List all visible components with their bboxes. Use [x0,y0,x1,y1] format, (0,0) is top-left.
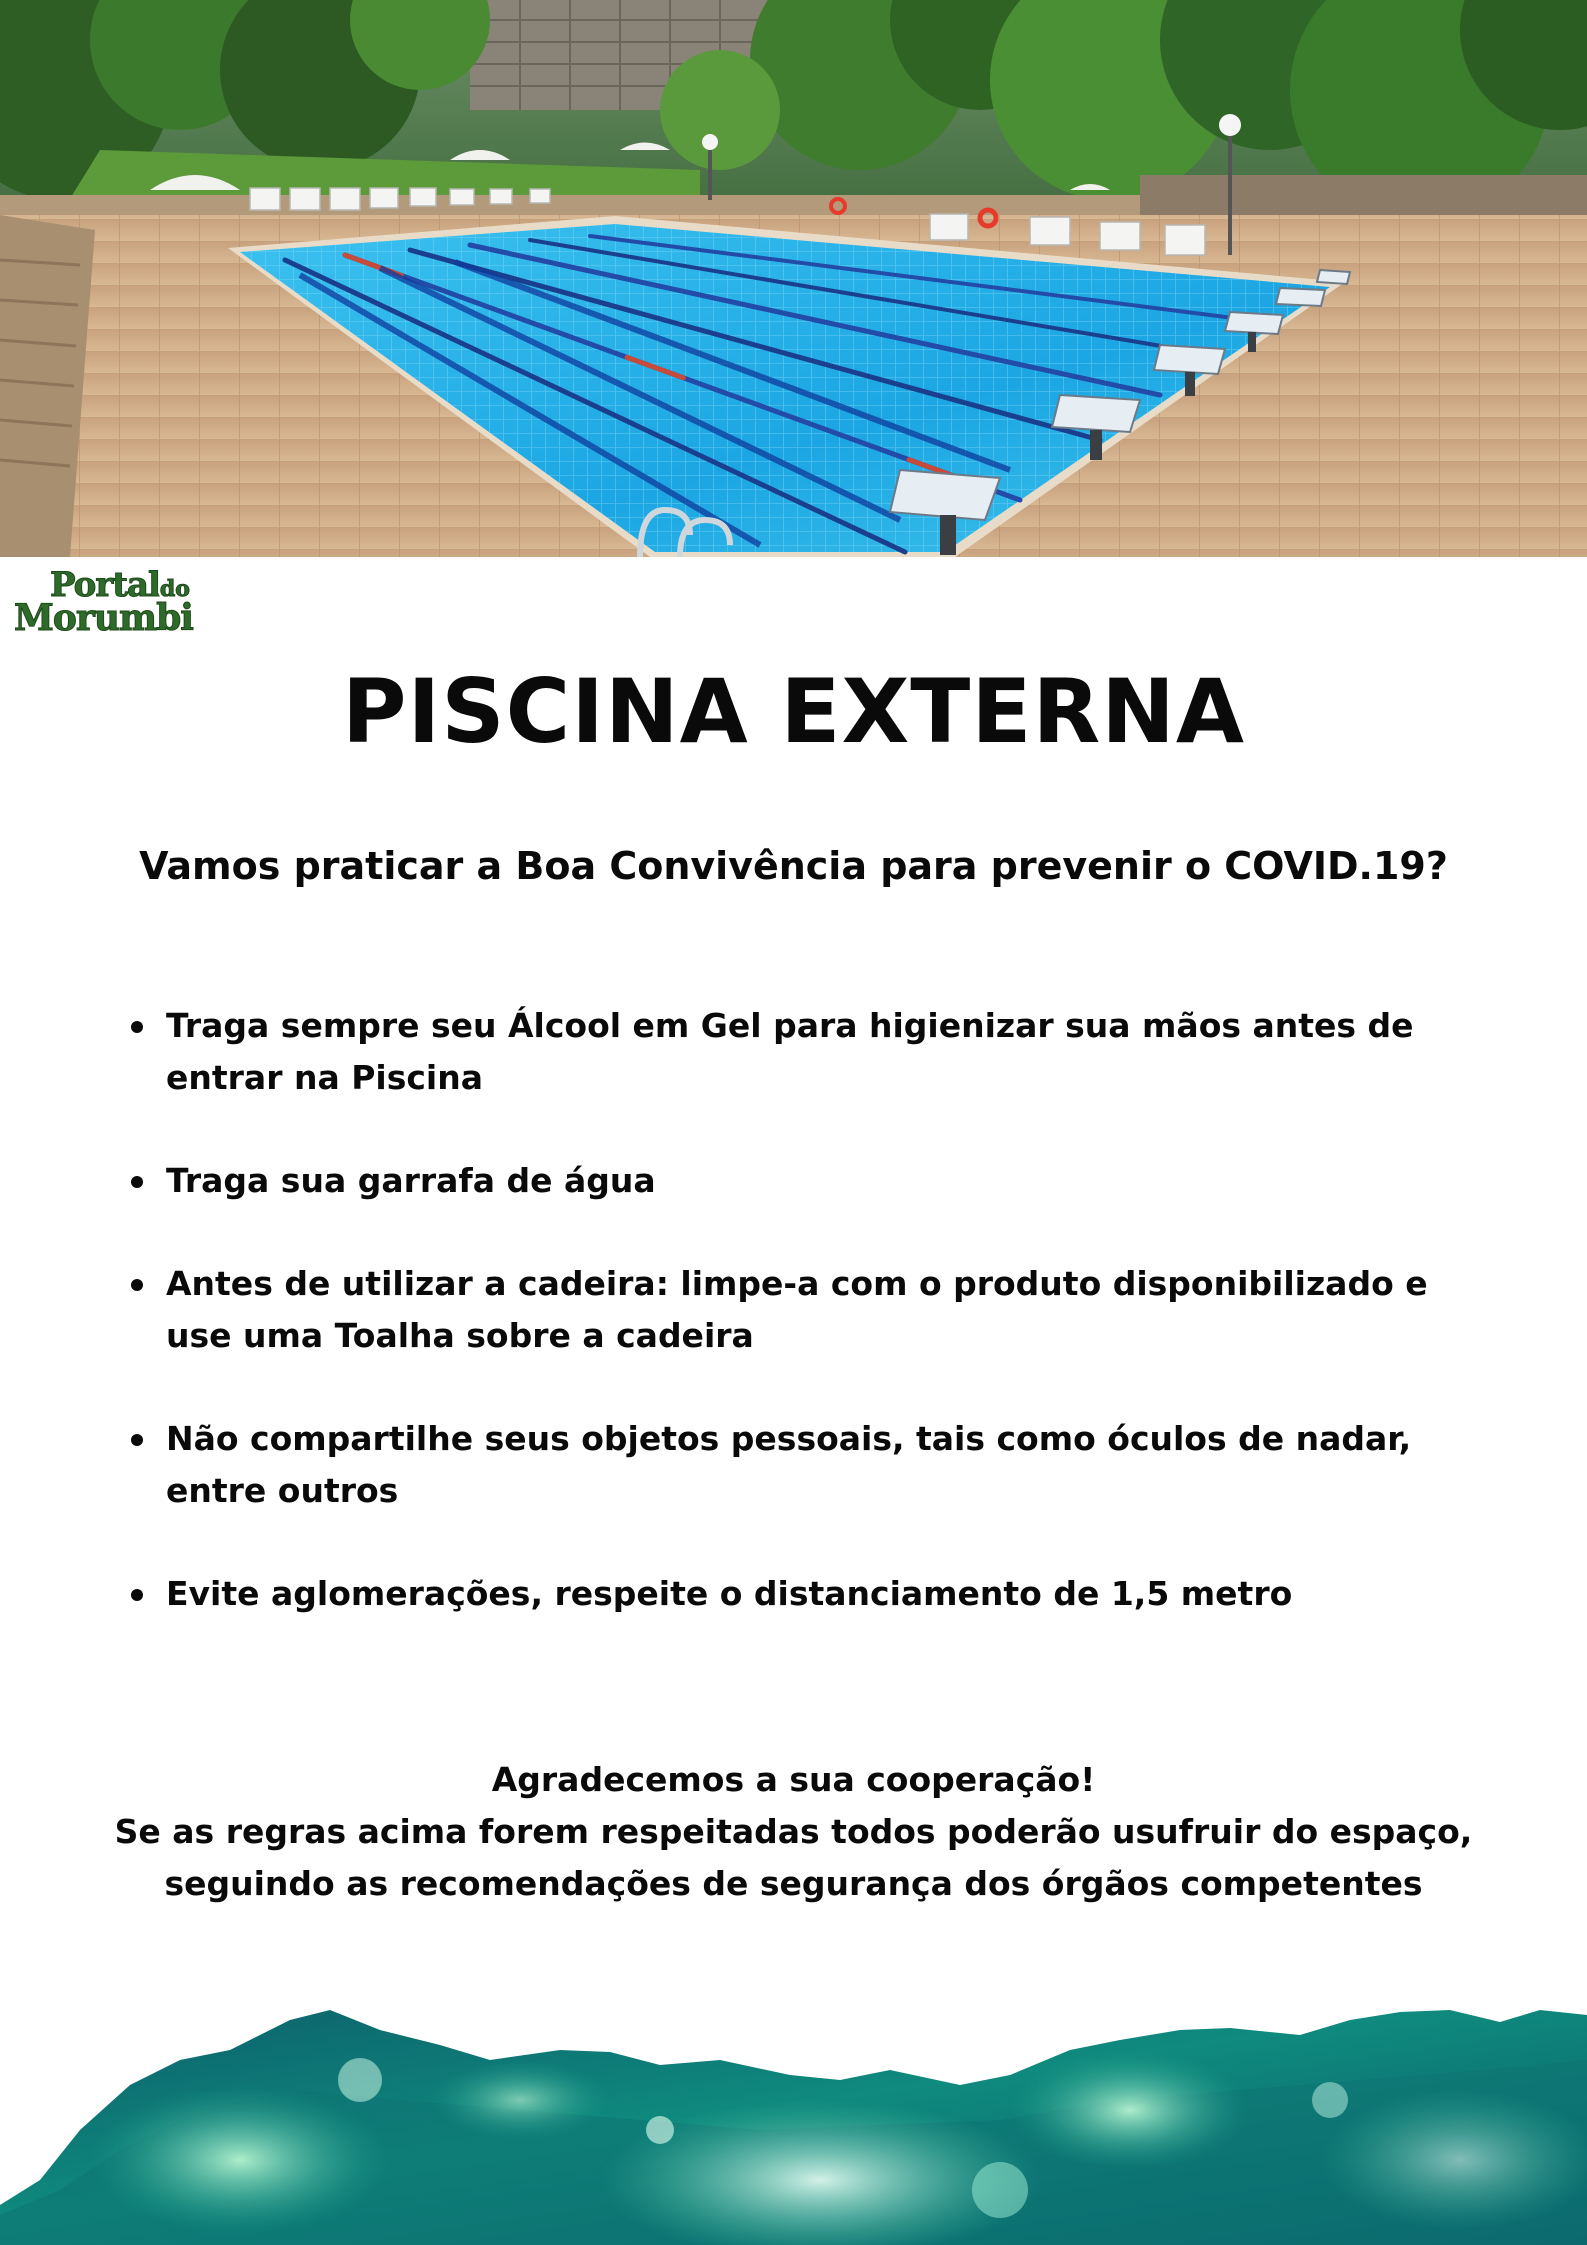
bullet-icon [131,1434,143,1446]
rule-text-line1: Antes de utilizar a cadeira: limpe-a com o produto disponibilizado e [166,1264,1428,1303]
bullet-icon [131,1589,143,1601]
rule-item-chair-cleaning [126,1258,1466,1362]
rule-text-line2: use uma Toalha sobre a cadeira [166,1316,754,1355]
logo-line-2: Morumbi [14,597,193,639]
rule-text-line2: entrar na Piscina [166,1058,483,1097]
rule-text-line1: Traga sua garrafa de água [166,1161,656,1200]
portal-do-morumbi-logo [12,566,227,640]
closing-line-3: seguindo as recomendações de segurança dos órgãos competentes [164,1864,1423,1903]
closing-line-2: Se as regras acima forem respeitadas todos poderão usufruir do espaço, [114,1812,1473,1851]
closing-message [0,1754,1587,1910]
rule-text-line2: entre outros [166,1471,399,1510]
rule-item-personal-objects [126,1413,1466,1517]
teal-watercolor-footer [0,1990,1587,2245]
closing-thanks: Agradecemos a sua cooperação! [491,1760,1096,1799]
rule-item-distancing [126,1568,1466,1620]
page-title: PISCINA EXTERNA [342,660,1245,763]
rule-text-line1: Não compartilhe seus objetos pessoais, tais como óculos de nadar, [166,1419,1412,1458]
rules-list [126,1000,1466,1671]
pool-illustration [0,0,1587,557]
page-subtitle: Vamos praticar a Boa Convivência para prevenir o COVID.19? [139,844,1448,888]
bullet-icon [131,1279,143,1291]
rule-text-line1: Traga sempre seu Álcool em Gel para higienizar sua mãos antes de [166,1006,1414,1045]
rule-text-line1: Evite aglomerações, respeite o distanciamento de 1,5 metro [166,1574,1293,1613]
bullet-icon [131,1021,143,1033]
bullet-icon [131,1176,143,1188]
hero-pool-photo [0,0,1587,557]
rule-item-water-bottle [126,1155,1466,1207]
logo-line-1: Portaldo [50,565,190,605]
watercolor-wave-graphic [0,1990,1587,2245]
rule-item-alcohol-gel [126,1000,1466,1104]
